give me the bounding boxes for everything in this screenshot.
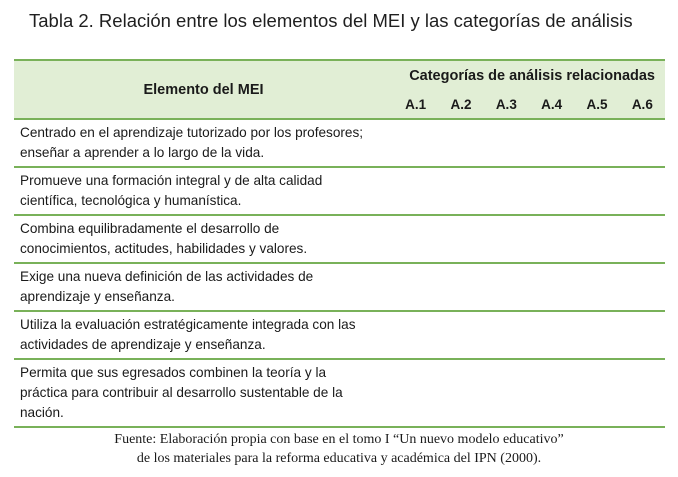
element-column-header: Elemento del MEI [14,60,393,119]
category-cells [393,359,665,427]
element-text-line: Promueve una formación integral y de alta calidad [20,173,323,188]
category-header-a4: A.4 [529,90,574,119]
footnote-line-1: Fuente: Elaboración propia con base en el tomo I “Un nuevo modelo educativo” [114,432,564,447]
table-body [14,119,665,427]
element-text-line: aprendizaje y enseñanza. [20,289,175,304]
element-text-line: Exige una nueva definición de las actividades de [20,269,314,284]
table-row [14,215,665,263]
element-cell [14,119,393,167]
element-cell [14,167,393,215]
element-text-line: Utiliza la evaluación estratégicamente integrada con las [20,317,356,332]
element-text-line: conocimientos, actitudes, habilidades y valores. [20,241,308,256]
mei-table [14,59,665,428]
table-row [14,263,665,311]
table-row [14,359,665,427]
element-text-line: Centrado en el aprendizaje tutorizado por los profesores; [20,125,364,140]
table-row [14,119,665,167]
category-cells [393,119,665,167]
element-text-line: actividades de aprendizaje y enseñanza. [20,337,266,352]
category-cells [393,215,665,263]
element-text-line: enseñar a aprender a lo largo de la vida. [20,145,265,160]
table-row [14,311,665,359]
category-header-a1: A.1 [393,90,438,119]
element-text-line: nación. [20,405,64,420]
table-row [14,167,665,215]
footnote-line-2: de los materiales para la reforma educativa y académica del IPN (2000). [136,451,542,466]
source-footnote [0,430,678,468]
category-cells [393,311,665,359]
element-cell [14,215,393,263]
element-text-line: práctica para contribuir al desarrollo sustentable de la [20,385,343,400]
table-header [14,60,665,119]
element-text-line: Combina equilibradamente el desarrollo de [20,221,280,236]
element-cell [14,263,393,311]
categories-column-header: Categorías de análisis relacionadas [393,60,665,90]
category-cells [393,263,665,311]
category-cells [393,167,665,215]
element-text-line: Permita que sus egresados combinen la teoría y la [20,365,327,380]
category-header-a5: A.5 [574,90,619,119]
element-cell [14,311,393,359]
category-header-a3: A.3 [484,90,529,119]
table-title: Tabla 2. Relación entre los elementos del MEI y las categorías de análisis [29,10,633,31]
element-text-line: científica, tecnológica y humanística. [20,193,242,208]
category-header-a2: A.2 [438,90,483,119]
element-cell [14,359,393,427]
category-header-a6: A.6 [620,90,665,119]
